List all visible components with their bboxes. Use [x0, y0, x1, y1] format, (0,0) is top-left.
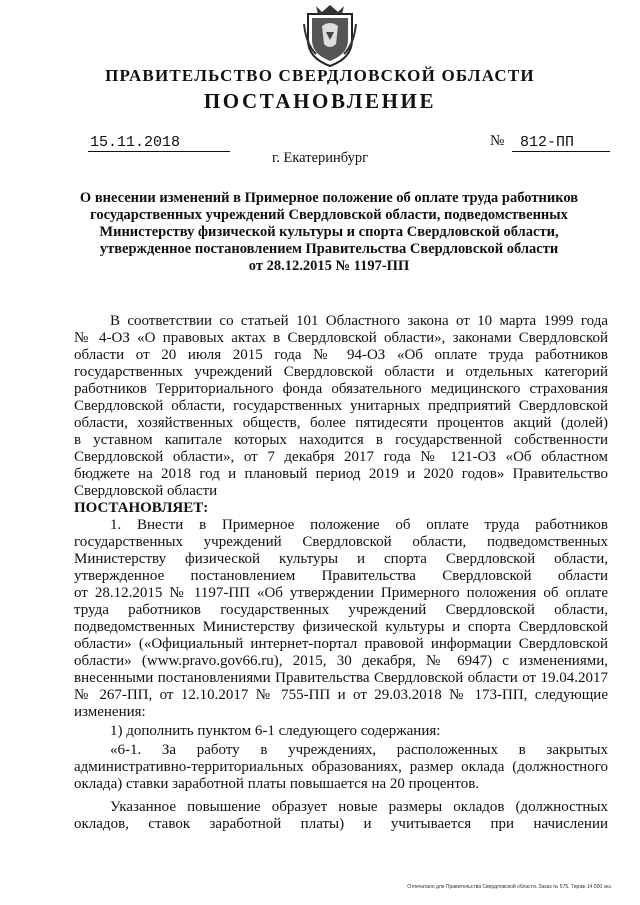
body-line: № 267-ПП, от 12.10.2017 № 755-ПП и от 29.03.2018 № 173-ПП, следующие — [74, 687, 608, 703]
document-date: 15.11.2018 — [88, 134, 230, 152]
document-number: 812-ПП — [512, 134, 610, 152]
body-line: Свердловской области — [74, 483, 218, 499]
body-line: Свердловской области», от 7 декабря 2017 года № 121-ОЗ «Об областном — [74, 449, 608, 465]
title-line: Министерству физической культуры и спорта Свердловской области, — [99, 224, 559, 240]
body-line: государственных учреждений Свердловской области, подведомственных — [74, 534, 608, 550]
body-line: области от 20 июля 2015 года № 94-ОЗ «Об оплате труда работников — [74, 347, 608, 363]
body-line: административно-территориальных образованиях, размер оклада (должностного — [74, 759, 608, 775]
number-sign: № — [490, 133, 505, 149]
body-line: государственных учреждений Свердловской области и отдельных категорий — [74, 364, 608, 380]
document-city: г. Екатеринбург — [271, 150, 369, 166]
title-line: утвержденное постановлением Правительства Свердловской области — [99, 241, 559, 257]
print-footer-note: Отпечатано для Правительства Свердловской области. Заказ № 575. Тираж 14 000 экз. — [407, 884, 612, 890]
body-line: изменения: — [74, 704, 146, 720]
body-line: труда работников государственных учреждений Свердловской области, — [74, 602, 608, 618]
document-title — [64, 190, 594, 275]
body-line: 1. Внести в Примерное положение об оплате труда работников — [110, 517, 608, 533]
body-line: № 4-ОЗ «О правовых актах в Свердловской области», законами Свердловской — [74, 330, 608, 346]
title-line: от 28.12.2015 № 1197-ПП — [248, 258, 410, 274]
body-line: «6-1. За работу в учреждениях, расположенных в закрытых — [110, 742, 608, 758]
body-line: в уставном капитале которых находится в государственной собственности — [74, 432, 608, 448]
body-line: В соответствии со статьей 101 Областного закона от 10 марта 1999 года — [110, 313, 608, 329]
title-line: О внесении изменений в Примерное положение об оплате труда работников — [79, 190, 579, 206]
body-line: оклада) ставки заработной платы повышается на 20 процентов. — [74, 776, 480, 792]
body-line: области, хозяйственных обществ, более пятидесяти процентов акций (долей) — [74, 415, 608, 431]
body-line: бюджете на 2018 год и плановый период 2019 и 2020 годов» Правительство — [74, 466, 608, 482]
body-line: 1) дополнить пунктом 6-1 следующего содержания: — [110, 723, 441, 739]
body-line: Указанное повышение образует новые размеры окладов (должностных — [110, 799, 608, 815]
body-line: внесенными постановлениями Правительства Свердловской области от 19.04.2017 — [74, 670, 608, 686]
body-line: окладов, ставок заработной платы) и учитывается при начислении — [74, 816, 608, 832]
body-line: Министерству физической культуры и спорта Свердловской области, — [74, 551, 608, 567]
title-line: государственных учреждений Свердловской области, подведомственных — [90, 207, 568, 223]
body-line: области» (www.pravo.gov66.ru), 2015, 30 декабря, № 6947) с изменениями, — [74, 653, 608, 669]
resolves-heading: ПОСТАНОВЛЯЕТ: — [74, 500, 209, 516]
body-line: Свердловской области, государственных унитарных предприятий Свердловской — [74, 398, 608, 414]
body-line: подведомственных Министерству физической культуры и спорта Свердловской — [74, 619, 608, 635]
body-line: области» («Официальный интернет-портал правовой информации Свердловской — [74, 636, 608, 652]
body-line: утвержденное постановлением Правительства Свердловской области — [74, 568, 608, 584]
document-type: ПОСТАНОВЛЕНИЕ — [203, 89, 437, 113]
coat-of-arms-icon — [302, 4, 358, 68]
body-line: от 28.12.2015 № 1197-ПП «Об утверждении Примерного положения об оплате — [74, 585, 608, 601]
body-line: работников Территориального фонда обязательного медицинского страхования — [74, 381, 608, 397]
organization-name: ПРАВИТЕЛЬСТВО СВЕРДЛОВСКОЙ ОБЛАСТИ — [105, 66, 535, 85]
